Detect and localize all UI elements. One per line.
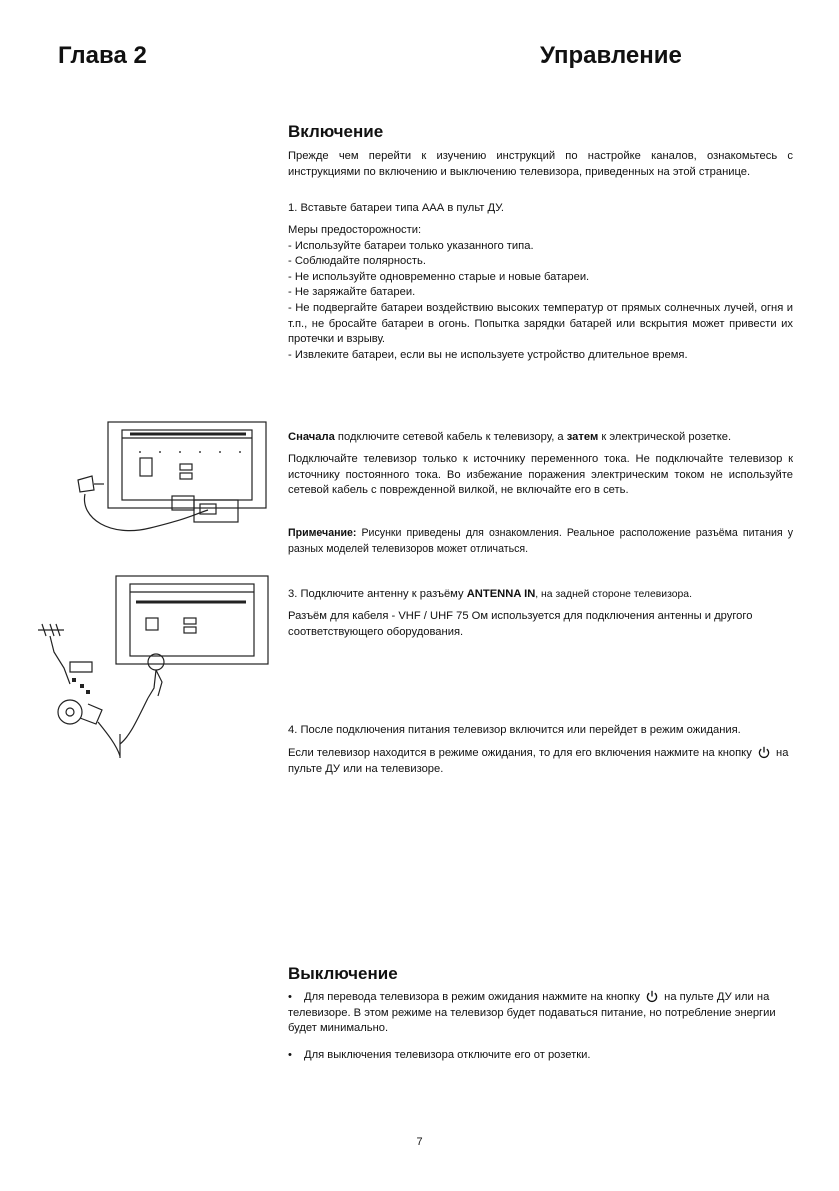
power-icon [757,746,771,759]
precautions [288,223,793,363]
page-number: 7 [416,1136,423,1148]
power-off-bullet-1 [288,990,793,1037]
step-3-pre: 3. Подключите антенну к разъёму [288,588,467,600]
bullet-1-pre: Для перевода телевизора в режим ожидания нажмите на кнопку [304,991,640,1003]
power-on-heading: Включение [288,122,384,141]
antenna-icon [36,572,272,758]
power-off-heading: Выключение [288,964,398,983]
step-3-post: , на задней стороне телевизора. [535,589,692,600]
antenna-text: Разъём для кабеля - VHF / UHF 75 Ом используется для подключения антенны и другого соответствующего оборудования. [288,610,753,638]
bullet-1-post: на пульте ДУ или на телевизоре. В этом режиме на телевизор будет подаваться питание, но потребление энергии будет минимально. [288,991,776,1035]
chapter-title: Глава 2 [58,42,147,69]
step-1: 1. Вставьте батареи типа ААА в пульт ДУ. [288,202,504,214]
precaution-item: - Не подвергайте батареи воздействию высоких температур от прямых солнечных лучей, огня и т.п., не бросайте батареи в огонь. Попытка зарядки батарей или вскрытия может привести их протечки и взрыву. [288,301,793,346]
power-off-bullet-2 [288,1048,793,1064]
standby-post: на пульте ДУ или на телевизоре. [288,747,789,775]
precaution-item: - Извлеките батареи, если вы не используете устройство длительное время. [288,348,688,361]
note-label: Примечание: [288,527,357,539]
bullet: • [288,991,292,1003]
step-2-first: Сначала [288,431,335,443]
precautions-title: Меры предосторожности: [288,224,422,236]
bullet-2-text: Для выключения телевизора отключите его от розетки. [304,1049,591,1061]
power-icon [645,990,659,1003]
precaution-item: - Не заряжайте батареи. [288,286,416,299]
note [288,526,793,557]
section-title: Управление [540,42,682,69]
antenna-in-label: ANTENNA IN [466,588,536,600]
precaution-item: - Используйте батареи только указанного типа. [288,239,534,252]
tv-rear-panel-icon [70,418,270,548]
standby-pre: Если телевизор находится в режиме ожидания, то для его включения нажмите на кнопку [288,747,752,759]
step-2 [288,430,793,446]
step-4: 4. После подключения питания телевизор включится или перейдет в режим ожидания. [288,724,741,736]
step-2-mid: подключите сетевой кабель к телевизору, а [334,431,567,443]
step-2-then: затем [566,431,599,443]
step-3 [288,587,793,603]
intro-paragraph: Прежде чем перейти к изучению инструкций по настройке каналов, ознакомьтесь с инструкциями по включению и выключению телевизора, приведенных на этой странице. [288,150,793,178]
step-2-end: к электрической розетке. [598,431,732,443]
bullet: • [288,1049,292,1061]
precaution-item: - Не используйте одновременно старые и новые батареи. [288,270,590,283]
standby-text [288,746,793,777]
note-text: Рисунки приведены для ознакомления. Реальное расположение разъёма питания у разных моделей телевизоров может отличаться. [288,527,793,555]
ac-warning: Подключайте телевизор только к источнику переменного тока. Не подключайте телевизор к источнику постоянного тока. Во избежание поражения электрическим током не используйте сетевой кабель с поврежденной вилкой, не включайте его в сеть. [288,453,793,497]
precaution-item: - Соблюдайте полярность. [288,255,426,268]
